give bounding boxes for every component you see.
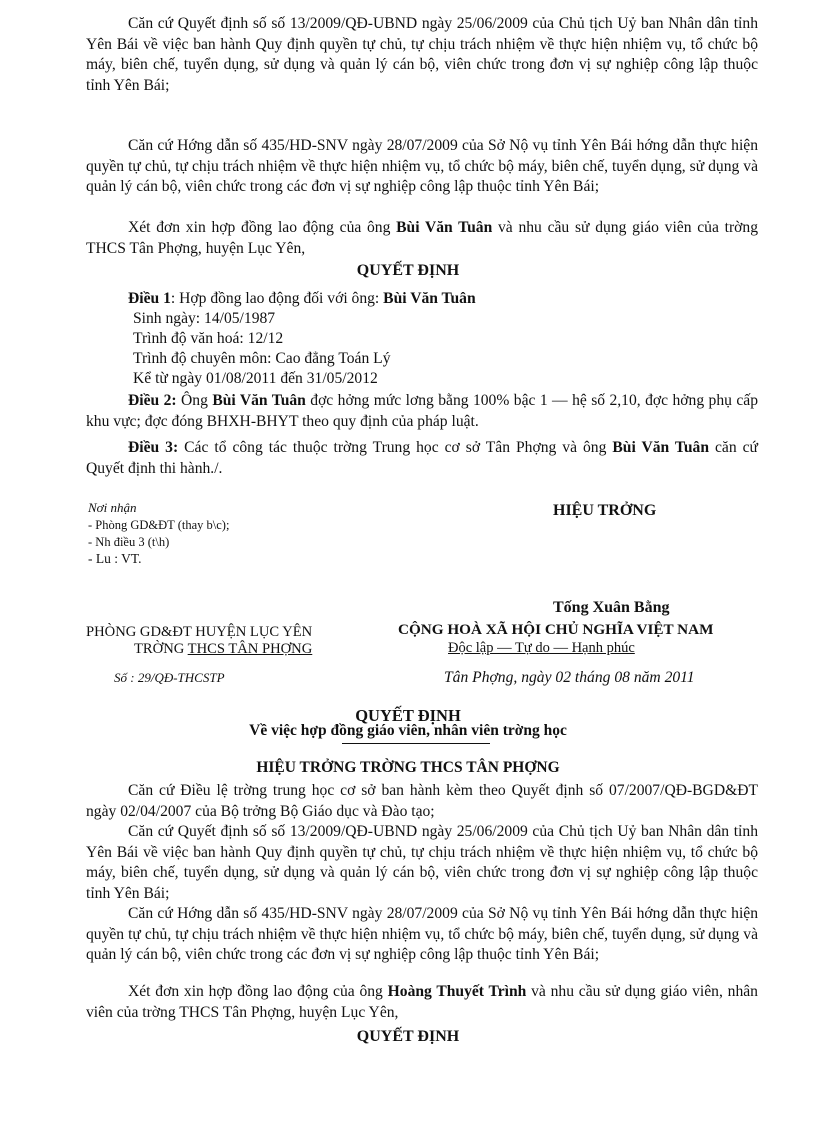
signer-name: Tống Xuân Bằng bbox=[553, 599, 670, 616]
paragraph-legal-basis-1: Căn cứ Quyết định số số 13/2009/QĐ-UBND ngày 25/06/2009 của Chủ tịch Uỷ ban Nhân dân tỉnh Yên Bái về việc ban hành Quy định quyền tự chủ, tự chịu trách nhiệm về thực hiện nhiệm vụ, tổ chức bộ máy, biên chế, tuyển dụng, sử dụng và quản lý cán bộ, viên chức trong đơn vị sự nghiệp công lập thuộc tỉnh Yên Bái; bbox=[86, 15, 758, 94]
decision-heading: QUYẾT ĐỊNH bbox=[356, 262, 460, 279]
issuing-authority: HIỆU TRỞNG TRỜNG THCS TÂN PHỢNG bbox=[256, 759, 560, 776]
employee-name: Bùi Văn Tuân bbox=[396, 219, 493, 236]
recipient-item: - Nh điều 3 (t\h) bbox=[88, 535, 170, 549]
paragraph-consideration: Xét đơn xin hợp đồng lao động của ông Bùi Văn Tuân và nhu cầu sử dụng giáo viên của trờng THCS Tân Phợng, huyện Lục Yên, bbox=[86, 219, 758, 257]
nation-title: CỘNG HOÀ XÃ HỘI CHỦ NGHĨA VIỆT NAM bbox=[398, 621, 714, 638]
education-level: Trình độ văn hoá: 12/12 bbox=[133, 330, 284, 347]
professional-level: Trình độ chuyên môn: Cao đẳng Toán Lý bbox=[133, 350, 391, 367]
paragraph-consideration: Xét đơn xin hợp đồng lao động của ông Hoàng Thuyết Trình và nhu cầu sử dụng giáo viên, nhân viên của trờng THCS Tân Phợng, huyện Lục Yên, bbox=[86, 983, 758, 1021]
paragraph-legal-basis-1: Căn cứ Quyết định số số 13/2009/QĐ-UBND ngày 25/06/2009 của Chủ tịch Uỷ ban Nhân dân tỉnh Yên Bái về việc ban hành Quy định quyền tự chủ, tự chịu trách nhiệm về thực hiện nhiệm vụ, tổ chức bộ máy, biên chế, tuyển dụng, sử dụng và quản lý cán bộ, viên chức trong đơn vị sự nghiệp công lập thuộc tỉnh Yên Bái; bbox=[86, 823, 758, 902]
decision-subtitle: Về việc hợp đồng giáo viên, nhân viên trờng học bbox=[249, 722, 567, 739]
decision-heading: QUYẾT ĐỊNH bbox=[356, 1028, 460, 1045]
subtitle-underline bbox=[342, 743, 490, 744]
contract-period: Kể từ ngày 01/08/2011 đến 31/05/2012 bbox=[133, 370, 378, 387]
employee-name: Hoàng Thuyết Trình bbox=[387, 983, 527, 1000]
article-2: Điều 2: Ông Bùi Văn Tuân đợc hởng mức lơng bằng 100% bậc 1 — hệ số 2,10, đợc hởng phụ cấp khu vực; đợc đóng BHXH-BHYT theo quy định của pháp luật. bbox=[86, 392, 758, 430]
recipient-item: - Lu : VT. bbox=[88, 551, 142, 566]
recipients-title: Nơi nhận bbox=[88, 500, 137, 515]
decision-title: QUYẾT ĐỊNH bbox=[355, 706, 461, 725]
article-1: Điều 1: Hợp đồng lao động đối với ông: Bùi Văn Tuân bbox=[128, 290, 476, 307]
org-line-1: PHÒNG GD&ĐT HUYỆN LỤC YÊN bbox=[86, 624, 313, 640]
article-3: Điều 3: Các tổ công tác thuộc trờng Trung học cơ sở Tân Phợng và ông Bùi Văn Tuân căn cứ Quyết định thi hành./. bbox=[86, 439, 759, 477]
paragraph-regulation: Căn cứ Điều lệ trờng trung học cơ sở ban hành kèm theo Quyết định số 07/2007/QĐ-BGD&ĐT ngày 02/04/2007 của Bộ trởng Bộ Giáo dục và Đào tạo; bbox=[86, 782, 758, 820]
date-line: Tân Phợng, ngày 02 tháng 08 năm 2011 bbox=[444, 669, 695, 686]
recipient-item: - Phòng GD&ĐT (thay b\c); bbox=[88, 518, 230, 532]
paragraph-legal-basis-2: Căn cứ Hớng dẫn số 435/HD-SNV ngày 28/07/2009 của Sở Nộ vụ tỉnh Yên Bái hớng dẫn thực hiện quyền tự chủ, tự chịu trách nhiệm về thực hiện nhiệm vụ, tổ chức bộ máy, biên chế, tuyển dụng, sử dụng và quản lý cán bộ, viên chức trong các đơn vị sự nghiệp công lập thuộc tỉnh Yên Bái; bbox=[86, 137, 758, 195]
paragraph-legal-basis-2: Căn cứ Hớng dẫn số 435/HD-SNV ngày 28/07/2009 của Sở Nộ vụ tỉnh Yên Bái hớng dẫn thực hiện quyền tự chủ, tự chịu trách nhiệm về thực hiện nhiệm vụ, tổ chức bộ máy, biên chế, tuyển dụng, sử dụng và quản lý cán bộ, viên chức trong các đơn vị sự nghiệp công lập thuộc tỉnh Yên Bái; bbox=[86, 905, 758, 963]
org-line-2: TRỜNG THCS TÂN PHỢNG bbox=[134, 641, 313, 657]
motto: Độc lập — Tự do — Hạnh phúc bbox=[448, 640, 635, 656]
document-number: Số : 29/QĐ-THCSTP bbox=[114, 670, 225, 685]
principal-title: HIỆU TRỞNG bbox=[553, 502, 657, 519]
birth-date: Sinh ngày: 14/05/1987 bbox=[133, 310, 276, 327]
